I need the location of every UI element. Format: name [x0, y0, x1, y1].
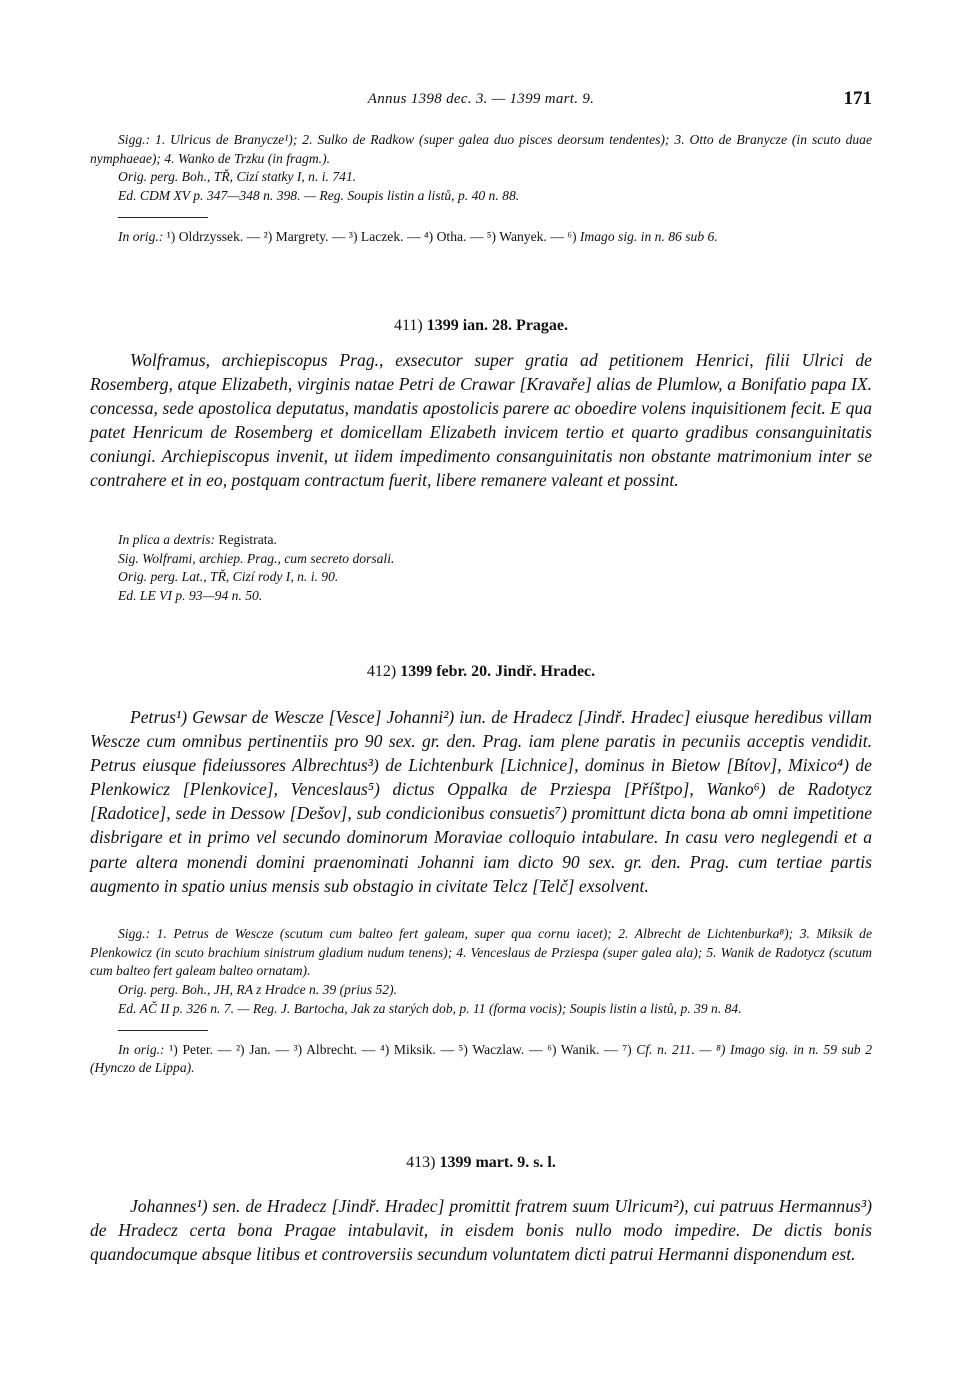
footnotes-label: In orig.:	[118, 1041, 170, 1057]
document-411-apparatus	[90, 531, 872, 606]
document-number: 413)	[406, 1154, 436, 1171]
regest-text: Wolframus, archiepiscopus Prag., exsecutor super gratia ad petitionem Henrici, filii Ulrici de Rosemberg, atque Elizabeth, virginis natae Petri de Crawar [Kravaře] alias de Plumlow, a Bonifatio papa IX. concessa, sede apostolica deputatus, mandatis apostolicis parere ac oboedire volens inquisitionem fecit. E qua patet Henricum de Rosemberg et domicellam Elizabeth invicem tertio et quarto gradibus consanguinitatis coniungi. Archiepiscopus invenit, ut iidem impedimento consanguinitatis non obstante matrimonium inter se contrahere et in eo, postquam contractum fuerit, libere remanere valeant et possint.	[90, 350, 872, 491]
regest-text: Johannes¹) sen. de Hradecz [Jindř. Hradec] promittit fratrem suum Ulricum²), cui patruus Hermannus³) de Hradecz certa bona Pragae intabulavit, in eisdem bonis nullo modo impedire. De dictis bonis quandocumque absque litibus et controversiis secundum voluntatem dicti patrui Hermanni disponendum est.	[90, 1196, 872, 1265]
document-412-apparatus	[90, 925, 872, 1078]
footnotes	[90, 1041, 872, 1078]
document-date: 1399 ian. 28. Pragae.	[426, 317, 569, 334]
document-heading-411	[90, 317, 872, 335]
footnotes-italic: Cf. n. 211. — ⁸) Imago sig. in n. 59 sub 2 (Hynczo de Lippa).	[90, 1041, 872, 1076]
edition-reference: Ed. CDM XV p. 347—348 n. 398. — Reg. Soupis listin a listů, p. 40 n. 88.	[118, 188, 520, 204]
edition-reference: Ed. LE VI p. 93—94 n. 50.	[118, 588, 263, 604]
running-title: Annus 1398 dec. 3. — 1399 mart. 9.	[367, 91, 595, 107]
document-heading-413	[90, 1154, 872, 1172]
sigilla-description: Sigg.: 1. Ulricus de Branycze¹); 2. Sulko de Radkow (super galea duo pisces deorsum tendentes); 3. Otto de Branycze (in scuto duae nymphaeae); 4. Wanko de Trzku (in fragm.).	[90, 132, 872, 166]
document-412	[90, 705, 872, 898]
document-heading-412	[90, 663, 872, 681]
footnotes-label: In orig.:	[118, 228, 167, 244]
document-date: 1399 febr. 20. Jindř. Hradec.	[400, 663, 596, 680]
footnotes	[90, 228, 872, 247]
original-description: Orig. perg. Lat., TŘ, Cizí rody I, n. i. 90.	[118, 569, 339, 585]
previous-document-apparatus	[90, 131, 872, 247]
footnotes-italic: Imago sig. in n. 86 sub 6.	[579, 228, 718, 244]
plica-label: In plica a dextris:	[118, 532, 219, 547]
document-411	[90, 348, 872, 493]
regest-text: Petrus¹) Gewsar de Wescze [Vesce] Johanni²) iun. de Hradecz [Jindř. Hradec] eiusque heredibus villam Wescze cum omnibus pertinentiis pro 90 sex. gr. den. Prag. iam plene paratis in pecuniis acceptis vendidit. Petrus eiusque fideiussores Albrechtus³) de Lichtenburk [Lichnice], dominus in Bietow [Bítov], Mixico⁴) de Plenkowicz [Plenkovice], Venceslaus⁵) dictus Oppalka de Prziespa [Příštpo], Wanko⁶) de Radotycz [Radotice], sede in Dessow [Dešov], sub condicionibus consuetis⁷) promittunt dicta bona ab omni impetitione disbrigare et in primo vel secundo dominorum Moraviae colloquio intabulare. In casu vero neglegendi et a parte altera monendi domini praenominati Johanni iam dicto 90 sex. gr. den. Prag. cum tertiae partis augmento in spatio unius mensis sub obstagio in civitate Telcz [Telč] exsolvent.	[90, 707, 872, 896]
plica-text: Registrata.	[218, 532, 277, 547]
plica-note	[90, 531, 872, 550]
sigillum-description: Sig. Wolframi, archiep. Prag., cum secreto dorsali.	[118, 550, 395, 566]
footnotes-text: ¹) Peter. — ²) Jan. — ³) Albrecht. — ⁴) Miksik. — ⁵) Waczlaw. — ⁶) Wanik. — ⁷)	[169, 1041, 637, 1057]
original-description: Orig. perg. Boh., JH, RA z Hradce n. 39 (prius 52).	[118, 982, 398, 998]
footnotes-text: ¹) Oldrzyssek. — ²) Margrety. — ³) Laczek. — ⁴) Otha. — ⁵) Wanyek. — ⁶)	[166, 228, 580, 244]
document-date: 1399 mart. 9. s. l.	[439, 1154, 556, 1171]
sigilla-description: Sigg.: 1. Petrus de Wescze (scutum cum balteo fert galeam, super qua cornu iacet); 2. Albrecht de Lichtenburka⁸); 3. Miksik de Plenkowicz (in scuto brachium sinistrum gladium nudum tenens); 4. Venceslaus de Prziespa (super galea ala); 5. Wanik de Radotycz (scutum cum balteo fert galeam balteo ornatam).	[90, 926, 872, 979]
document-number: 411)	[393, 317, 423, 334]
page-number: 171	[843, 88, 872, 109]
footnote-rule	[118, 1030, 208, 1031]
document-413	[90, 1194, 872, 1266]
page-header	[90, 88, 872, 112]
document-number: 412)	[366, 663, 397, 680]
edition-reference: Ed. AČ II p. 326 n. 7. — Reg. J. Bartocha, Jak za starých dob, p. 11 (forma vocis); Soupis listin a listů, p. 39 n. 84.	[118, 1000, 742, 1016]
footnote-rule	[118, 217, 208, 218]
original-description: Orig. perg. Boh., TŘ, Cizí statky I, n. i. 741.	[118, 169, 357, 185]
